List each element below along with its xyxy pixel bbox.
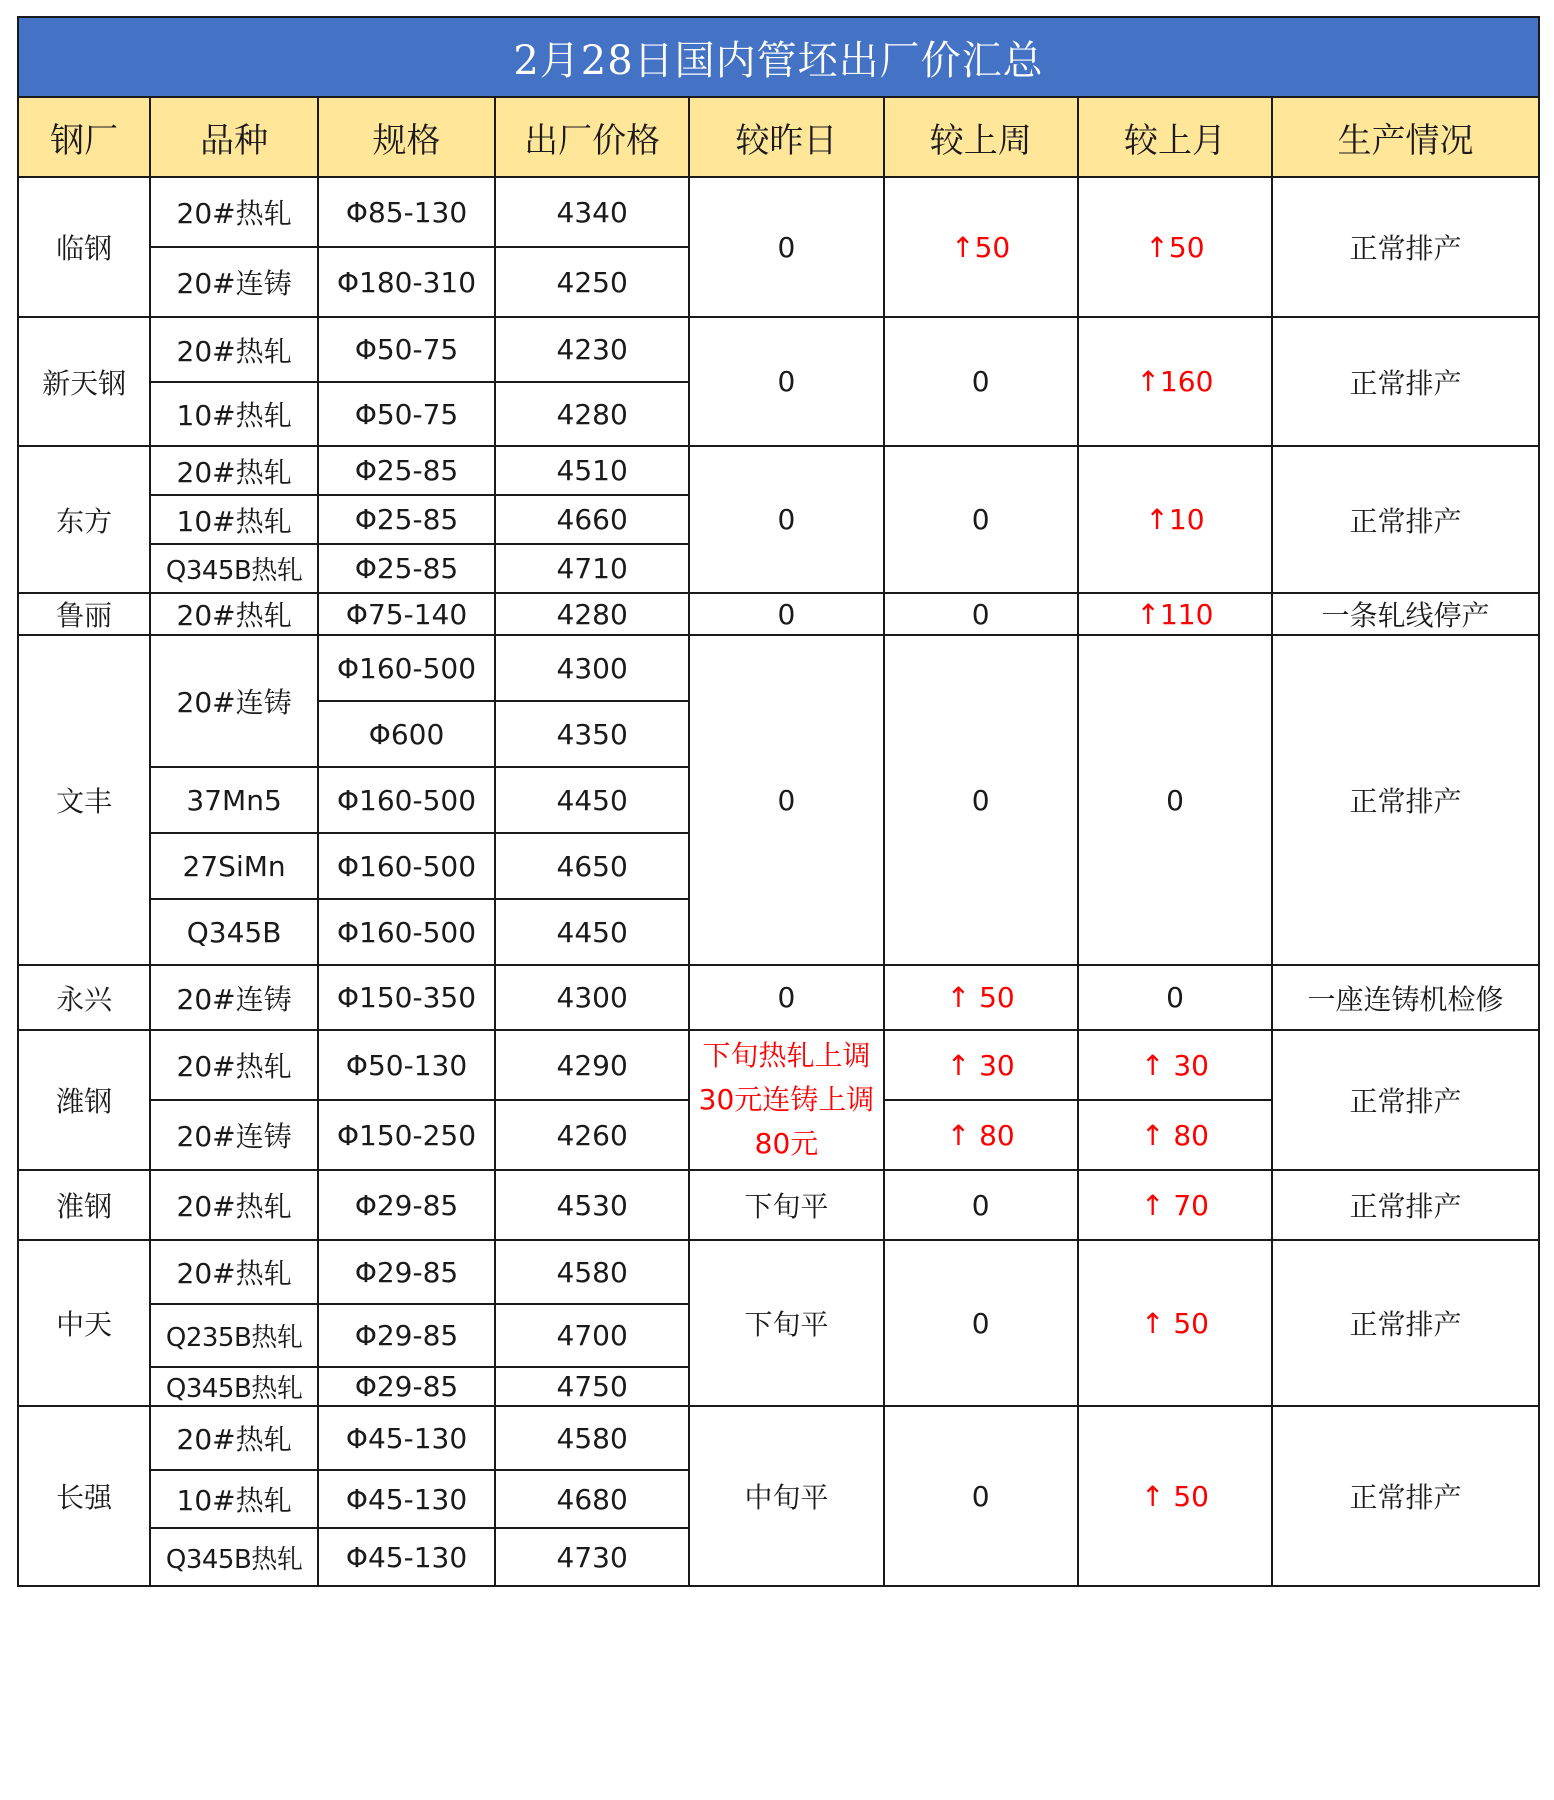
header-vs-week: 较上周 — [884, 97, 1078, 177]
vs-day-cell: 0 — [689, 965, 883, 1030]
header-price: 出厂价格 — [495, 97, 689, 177]
grade-cell: Q345B热轧 — [150, 1528, 318, 1586]
price-cell: 4580 — [495, 1240, 689, 1304]
spec-cell: Φ150-250 — [318, 1100, 495, 1170]
grade-cell: Q345B热轧 — [150, 544, 318, 593]
vs-week-cell: 0 — [884, 593, 1078, 635]
spec-cell: Φ85-130 — [318, 177, 495, 247]
spec-cell: Φ75-140 — [318, 593, 495, 635]
price-cell: 4300 — [495, 635, 689, 701]
status-cell: 正常排产 — [1272, 635, 1539, 965]
spec-cell: Φ45-130 — [318, 1406, 495, 1470]
grade-cell: 10#热轧 — [150, 1470, 318, 1528]
vs-month-cell: ↑50 — [1078, 177, 1272, 317]
vs-week-cell: 0 — [884, 317, 1078, 446]
mill-name: 永兴 — [18, 965, 150, 1030]
price-cell: 4580 — [495, 1406, 689, 1470]
grade-cell: 20#热轧 — [150, 1406, 318, 1470]
vs-week-cell: 0 — [884, 1240, 1078, 1406]
price-cell: 4680 — [495, 1470, 689, 1528]
header-spec: 规格 — [318, 97, 495, 177]
vs-month-cell: ↑ 80 — [1078, 1100, 1272, 1170]
vs-month-cell: 0 — [1078, 965, 1272, 1030]
vs-day-cell: 下旬平 — [689, 1170, 883, 1240]
vs-month-cell: ↑10 — [1078, 446, 1272, 593]
status-cell: 正常排产 — [1272, 1170, 1539, 1240]
vs-week-cell: ↑ 30 — [884, 1030, 1078, 1100]
spec-cell: Φ45-130 — [318, 1528, 495, 1586]
spec-cell: Φ160-500 — [318, 635, 495, 701]
mill-name: 长强 — [18, 1406, 150, 1586]
mill-name: 中天 — [18, 1240, 150, 1406]
grade-cell: 20#热轧 — [150, 177, 318, 247]
price-cell: 4660 — [495, 495, 689, 544]
spec-cell: Φ160-500 — [318, 767, 495, 833]
header-vs-month: 较上月 — [1078, 97, 1272, 177]
grade-cell: 20#热轧 — [150, 1240, 318, 1304]
grade-cell: 20#热轧 — [150, 1170, 318, 1240]
grade-cell: 20#连铸 — [150, 635, 318, 767]
grade-cell: 10#热轧 — [150, 495, 318, 544]
vs-day-cell: 0 — [689, 446, 883, 593]
status-cell: 正常排产 — [1272, 1406, 1539, 1586]
spec-cell: Φ50-130 — [318, 1030, 495, 1100]
spec-cell: Φ25-85 — [318, 446, 495, 495]
vs-month-cell: ↑160 — [1078, 317, 1272, 446]
vs-month-cell: ↑ 50 — [1078, 1406, 1272, 1586]
spec-cell: Φ160-500 — [318, 833, 495, 899]
price-cell: 4650 — [495, 833, 689, 899]
status-cell: 一条轧线停产 — [1272, 593, 1539, 635]
price-cell: 4350 — [495, 701, 689, 767]
price-cell: 4340 — [495, 177, 689, 247]
spec-cell: Φ600 — [318, 701, 495, 767]
spec-cell: Φ45-130 — [318, 1470, 495, 1528]
header-status: 生产情况 — [1272, 97, 1539, 177]
price-cell: 4260 — [495, 1100, 689, 1170]
vs-day-cell: 下旬热轧上调30元连铸上调80元 — [689, 1030, 883, 1170]
header-vs-day: 较昨日 — [689, 97, 883, 177]
vs-month-cell: ↑ 30 — [1078, 1030, 1272, 1100]
price-cell: 4730 — [495, 1528, 689, 1586]
price-cell: 4280 — [495, 593, 689, 635]
mill-name: 文丰 — [18, 635, 150, 965]
spec-cell: Φ160-500 — [318, 899, 495, 965]
mill-name: 鲁丽 — [18, 593, 150, 635]
grade-cell: 20#热轧 — [150, 1030, 318, 1100]
grade-cell: 20#热轧 — [150, 317, 318, 382]
spec-cell: Φ29-85 — [318, 1367, 495, 1406]
vs-week-cell: 0 — [884, 1170, 1078, 1240]
vs-week-cell: 0 — [884, 1406, 1078, 1586]
status-cell: 正常排产 — [1272, 177, 1539, 317]
vs-day-cell: 0 — [689, 317, 883, 446]
spec-cell: Φ29-85 — [318, 1240, 495, 1304]
price-cell: 4750 — [495, 1367, 689, 1406]
grade-cell: Q235B热轧 — [150, 1304, 318, 1367]
header-grade: 品种 — [150, 97, 318, 177]
price-cell: 4700 — [495, 1304, 689, 1367]
vs-day-cell: 下旬平 — [689, 1240, 883, 1406]
spec-cell: Φ150-350 — [318, 965, 495, 1030]
grade-cell: 20#连铸 — [150, 965, 318, 1030]
price-cell: 4450 — [495, 899, 689, 965]
price-cell: 4250 — [495, 247, 689, 317]
spec-cell: Φ25-85 — [318, 495, 495, 544]
vs-day-cell: 中旬平 — [689, 1406, 883, 1586]
status-cell: 正常排产 — [1272, 446, 1539, 593]
header-mill: 钢厂 — [18, 97, 150, 177]
mill-name: 东方 — [18, 446, 150, 593]
price-cell: 4230 — [495, 317, 689, 382]
vs-month-cell: 0 — [1078, 635, 1272, 965]
vs-week-cell: ↑ 50 — [884, 965, 1078, 1030]
grade-cell: 20#热轧 — [150, 446, 318, 495]
vs-day-cell: 0 — [689, 177, 883, 317]
status-cell: 正常排产 — [1272, 1030, 1539, 1170]
spec-cell: Φ29-85 — [318, 1170, 495, 1240]
grade-cell: Q345B热轧 — [150, 1367, 318, 1406]
table-title: 2月28日国内管坯出厂价汇总 — [18, 17, 1539, 97]
vs-day-cell: 0 — [689, 593, 883, 635]
spec-cell: Φ50-75 — [318, 382, 495, 446]
vs-month-cell: ↑ 50 — [1078, 1240, 1272, 1406]
mill-name: 新天钢 — [18, 317, 150, 446]
status-cell: 一座连铸机检修 — [1272, 965, 1539, 1030]
vs-week-cell: ↑ 80 — [884, 1100, 1078, 1170]
mill-name: 淮钢 — [18, 1170, 150, 1240]
grade-cell: Q345B — [150, 899, 318, 965]
vs-week-cell: 0 — [884, 446, 1078, 593]
price-cell: 4300 — [495, 965, 689, 1030]
grade-cell: 10#热轧 — [150, 382, 318, 446]
price-summary-table — [17, 16, 1540, 1587]
grade-cell: 37Mn5 — [150, 767, 318, 833]
spec-cell: Φ180-310 — [318, 247, 495, 317]
price-cell: 4510 — [495, 446, 689, 495]
vs-day-cell: 0 — [689, 635, 883, 965]
price-cell: 4290 — [495, 1030, 689, 1100]
status-cell: 正常排产 — [1272, 1240, 1539, 1406]
vs-week-cell: ↑50 — [884, 177, 1078, 317]
spec-cell: Φ25-85 — [318, 544, 495, 593]
price-cell: 4450 — [495, 767, 689, 833]
vs-week-cell: 0 — [884, 635, 1078, 965]
price-cell: 4710 — [495, 544, 689, 593]
vs-month-cell: ↑ 70 — [1078, 1170, 1272, 1240]
price-cell: 4530 — [495, 1170, 689, 1240]
spec-cell: Φ50-75 — [318, 317, 495, 382]
spec-cell: Φ29-85 — [318, 1304, 495, 1367]
vs-month-cell: ↑110 — [1078, 593, 1272, 635]
grade-cell: 27SiMn — [150, 833, 318, 899]
price-cell: 4280 — [495, 382, 689, 446]
grade-cell: 20#连铸 — [150, 247, 318, 317]
status-cell: 正常排产 — [1272, 317, 1539, 446]
mill-name: 临钢 — [18, 177, 150, 317]
grade-cell: 20#热轧 — [150, 593, 318, 635]
grade-cell: 20#连铸 — [150, 1100, 318, 1170]
mill-name: 潍钢 — [18, 1030, 150, 1170]
